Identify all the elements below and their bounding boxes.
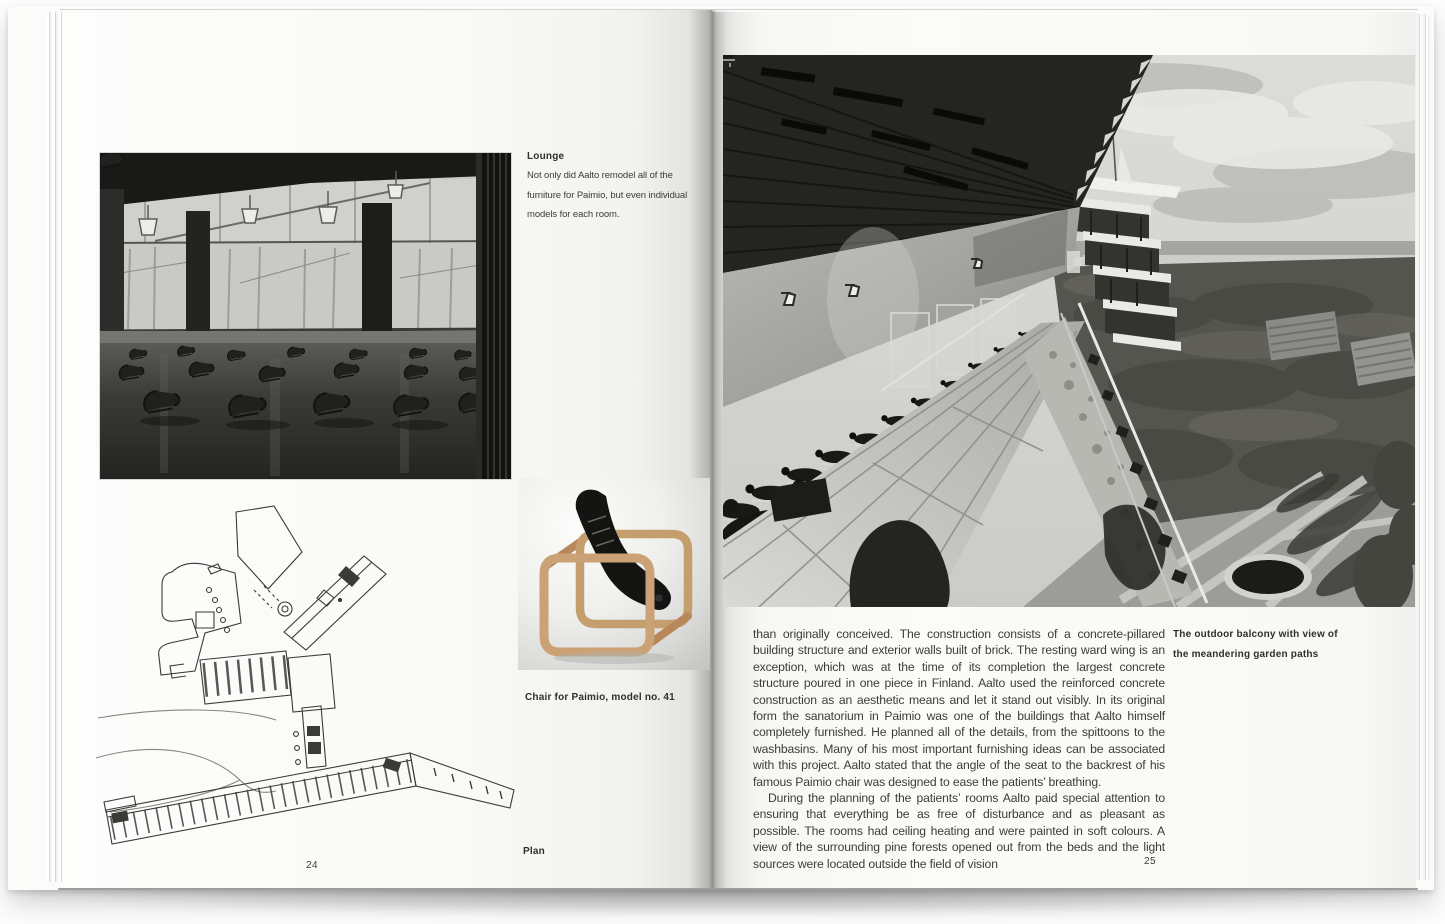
floor-plan-drawing — [88, 494, 530, 856]
body-text — [753, 626, 1165, 872]
plan-caption: Plan — [523, 846, 545, 857]
page-top-edge — [60, 9, 1418, 10]
lounge-caption-body: Not only did Aalto remodel all of the furniture for Paimio, but even individual models for each room. — [527, 170, 688, 220]
lounge-caption-title: Lounge — [527, 151, 565, 162]
lounge-photo — [100, 153, 511, 479]
lounge-caption — [527, 147, 707, 225]
balcony-photo — [723, 55, 1415, 607]
chair-caption: Chair for Paimio, model no. 41 — [525, 692, 675, 703]
page-stack-edge-right — [1416, 14, 1430, 880]
page-number-left: 24 — [306, 860, 319, 871]
page-bottom-edge — [58, 888, 1418, 890]
body-paragraph-1: than originally conceived. The construction consists of a concrete-pillared building structure and exterior walls built of brick. The resting ward wing is an exception, which was at the time of its completion the largest concrete structure poured in one piece in Finland. Aalto used the reinforced concrete construction as an aesthetic means and let it stand out visibly. In its original form the sanatorium in Paimio was one of the buildings that Aalto himself completely furnished. He planned all of the details, from the spittoons to the washbasins. Many of his most important furnishing ideas can be associated with this project. Aalto stated that the angle of the seat to the backrest of his famous Paimio chair was designed to ease the patients’ breathing. — [753, 627, 1165, 789]
balcony-caption: The outdoor balcony with view of the meandering garden paths — [1173, 629, 1338, 660]
page-number-right: 25 — [1144, 856, 1157, 867]
paimio-chair-photo — [518, 478, 710, 670]
body-paragraph-2: During the planning of the patients’ rooms Aalto paid special attention to ensuring that everything be as free of disturbance and as pleasant as possible. The rooms had ceiling heating and were painted in soft colours. A view of the surrounding pine forests opened out from the beds and the light sources were located outside the field of vision — [753, 791, 1165, 871]
